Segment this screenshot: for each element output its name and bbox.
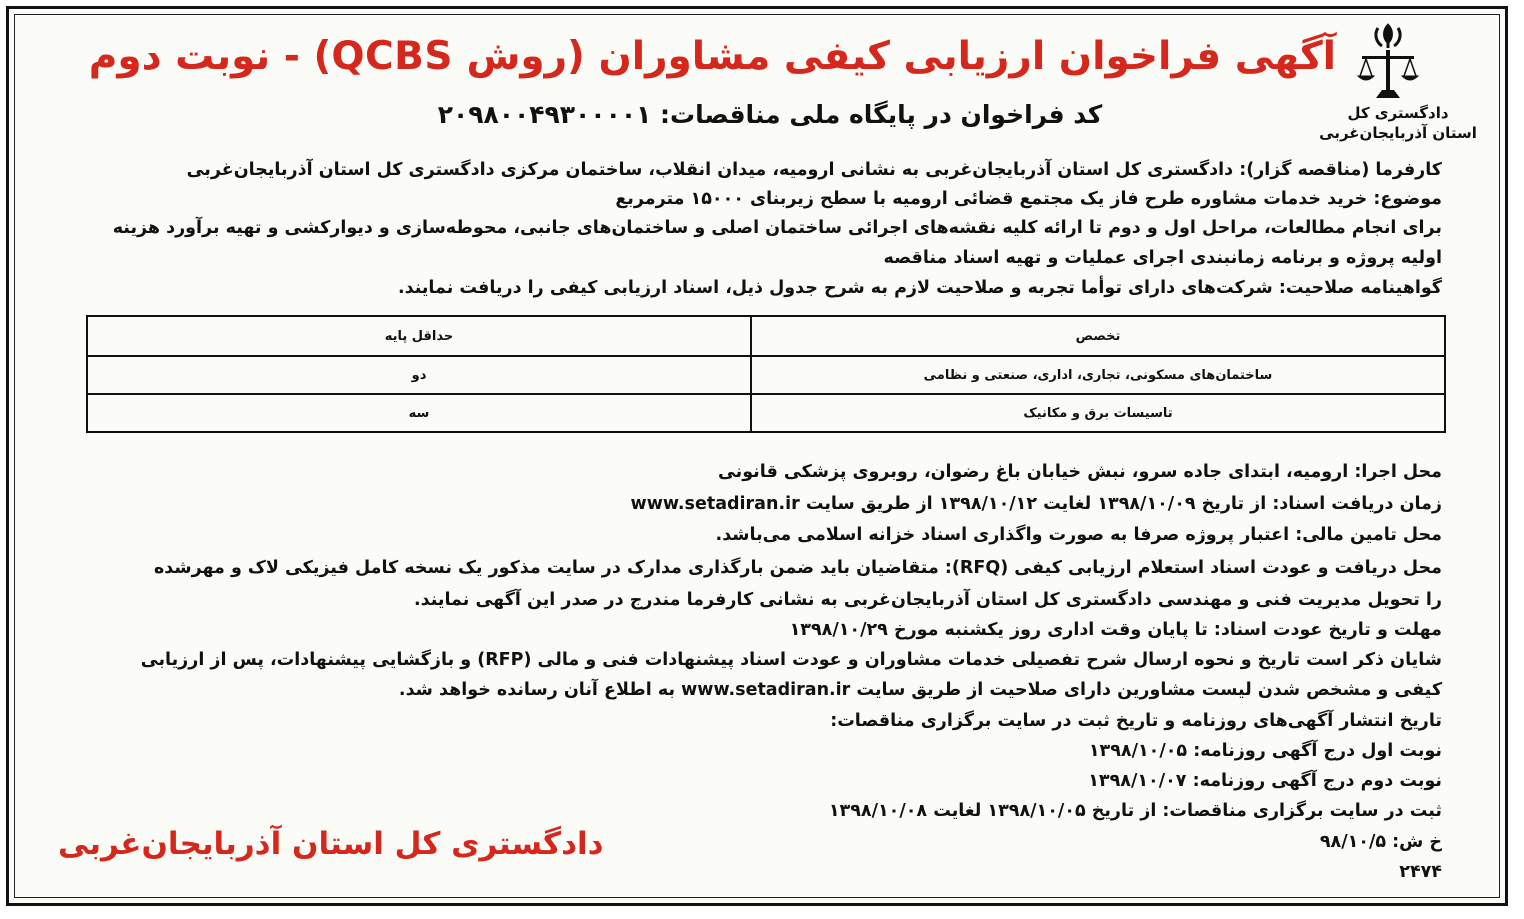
min-grade-header: حداقل پایه: [87, 316, 751, 356]
body-line: را تحویل مدیریت فنی و مهندسی دادگستری کل استان آذربایجان‌غربی به نشانی کارفرما مندرج در صدر این آگهی نمایند.: [414, 590, 1442, 610]
notice-inner-border: [14, 14, 1500, 898]
notice-title: آگهی فراخوان ارزیابی کیفی مشاوران (روش QCBS) - نوبت دوم: [88, 34, 1336, 79]
min-grade-cell: دو: [87, 356, 751, 394]
ad-number: ۲۴۷۴: [1399, 862, 1442, 882]
specialty-cell: ساختمان‌های مسکونی، تجاری، اداری، صنعتی و نظامی: [751, 356, 1445, 394]
table-header-row: [87, 316, 1445, 356]
min-grade-cell: سه: [87, 394, 751, 432]
body-line: شایان ذکر است تاریخ و نحوه ارسال شرح تفصیلی خدمات مشاوران و عودت اسناد پیشنهادات فنی و مالی (RFP) و بازگشایی پیشنهادات، پس از ارزیابی: [140, 650, 1442, 670]
qualification-table: [86, 315, 1446, 433]
specialty-header: تخصص: [751, 316, 1445, 356]
body-line: زمان دریافت اسناد: از تاریخ ۱۳۹۸/۱۰/۰۹ لغایت ۱۳۹۸/۱۰/۱۲ از طریق سایت www.setadiran.ir: [630, 494, 1442, 514]
body-line: تاریخ انتشار آگهی‌های روزنامه و تاریخ ثبت در سایت برگزاری مناقصات:: [830, 711, 1442, 731]
body-line: نوبت اول درج آگهی روزنامه: ۱۳۹۸/۱۰/۰۵: [1088, 741, 1442, 761]
body-line: محل اجرا: ارومیه، ابتدای جاده سرو، نبش خیابان باغ رضوان، روبروی پزشکی قانونی: [717, 462, 1442, 482]
body-line: برای انجام مطالعات، مراحل اول و دوم تا ارائه کلیه نقشه‌های اجرائی ساختمان اصلی و ساختمان‌های جانبی، محوطه‌سازی و دیوارکشی و تهیه برآورد هزینه: [112, 218, 1442, 238]
body-line: گواهینامه صلاحیت: شرکت‌های دارای توأما تجربه و صلاحیت لازم به شرح جدول ذیل، اسناد ارزیابی کیفی را دریافت نمایند.: [397, 278, 1442, 298]
signature: دادگستری کل استان آذربایجان‌غربی: [58, 826, 604, 862]
specialty-cell: تاسیسات برق و مکانیک: [751, 394, 1445, 432]
body-line: ثبت در سایت برگزاری مناقصات: از تاریخ ۱۳۹۸/۱۰/۰۵ لغایت ۱۳۹۸/۱۰/۰۸: [828, 801, 1442, 821]
newspaper-code: خ ش: ۹۸/۱۰/۵: [1319, 832, 1442, 852]
tender-code: کد فراخوان در پایگاه ملی مناقصات: ۲۰۹۸۰۰۴۹۳۰۰۰۰۱: [437, 100, 1103, 129]
table-row: [87, 394, 1445, 432]
body-line: نوبت دوم درج آگهی روزنامه: ۱۳۹۸/۱۰/۰۷: [1088, 771, 1442, 791]
org-name-line1: دادگستری کل: [1347, 104, 1449, 122]
table-row: [87, 356, 1445, 394]
body-line: محل تامین مالی: اعتبار پروژه صرفا به صورت واگذاری اسناد خزانه اسلامی می‌باشد.: [715, 525, 1442, 545]
body-line: کیفی و مشخص شدن لیست مشاورین دارای صلاحیت از طریق سایت www.setadiran.ir به اطلاع آنان رسانده خواهد شد.: [398, 680, 1442, 700]
org-name-line2: استان آذربایجان‌غربی: [1319, 124, 1477, 142]
body-line: کارفرما (مناقصه گزار): دادگستری کل استان آذربایجان‌غربی به نشانی ارومیه، میدان انقلاب، ساختمان مرکزی دادگستری کل استان آذربایجان‌غربی: [186, 160, 1442, 180]
body-line: موضوع: خرید خدمات مشاوره طرح فاز یک مجتمع قضائی ارومیه با سطح زیربنای ۱۵۰۰۰ مترمربع: [615, 189, 1442, 209]
body-line: اولیه پروژه و برنامه زمانبندی اجرای عملیات و تهیه اسناد مناقصه: [883, 248, 1442, 268]
body-line: محل دریافت و عودت اسناد استعلام ارزیابی کیفی (RFQ): متقاضیان باید ضمن بارگذاری مدارک در سایت مذکور یک نسخه کامل فیزیکی لاک و مهرشده: [153, 558, 1442, 578]
body-line: مهلت و تاریخ عودت اسناد: تا پایان وقت اداری روز یکشنبه مورخ ۱۳۹۸/۱۰/۲۹: [789, 620, 1442, 640]
iran-emblem-scales-icon: [1352, 22, 1424, 102]
